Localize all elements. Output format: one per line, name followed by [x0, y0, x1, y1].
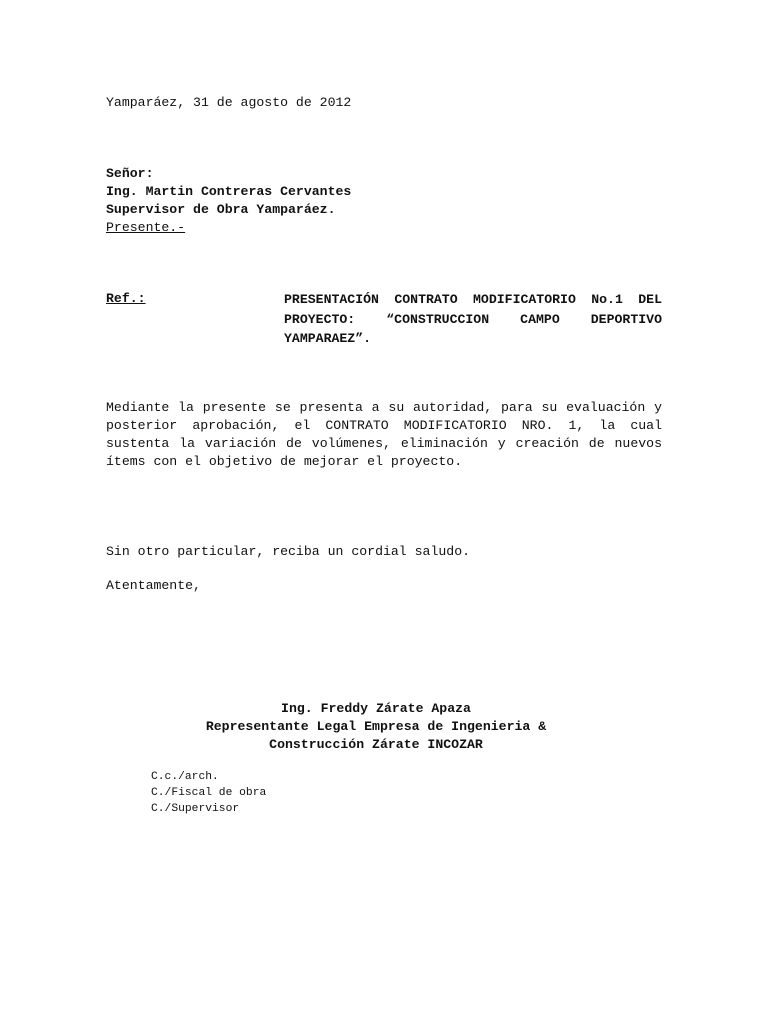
recipient-block [106, 165, 351, 237]
signature-name: Ing. Freddy Zárate Apaza [281, 701, 471, 716]
recipient-position: Supervisor de Obra Yamparáez. [106, 202, 336, 217]
letter-date: Yamparáez, 31 de agosto de 2012 [106, 95, 352, 110]
copy-item: C./Fiscal de obra [151, 787, 267, 799]
signature-title-line2: Construcción Zárate INCOZAR [269, 737, 483, 752]
copies-list [151, 769, 266, 817]
recipient-salutation: Señor: [106, 166, 154, 181]
closing-line: Sin otro particular, reciba un cordial saludo. [106, 544, 471, 559]
body-paragraph: Mediante la presente se presenta a su autoridad, para su evaluación y posterior aprobación, el CONTRATO MODIFICATORIO NRO. 1, la cual sustenta la variación de volúmenes, eliminación y creación de nuevos ítems con el objetivo de mejorar el proyecto. [106, 400, 662, 469]
signature-block [106, 700, 646, 754]
reference-text: PRESENTACIÓN CONTRATO MODIFICATORIO No.1 DEL PROYECTO: “CONSTRUCCION CAMPO DEPORTIVO YAMPARAEZ”. [284, 292, 662, 346]
signature-title-line1: Representante Legal Empresa de Ingenieria & [205, 719, 547, 734]
copy-item: C.c./arch. [151, 771, 219, 783]
recipient-name: Ing. Martin Contreras Cervantes [106, 184, 352, 199]
reference-label: Ref.: [106, 291, 146, 306]
copy-item: C./Supervisor [151, 803, 240, 815]
recipient-presente: Presente.- [106, 220, 186, 235]
sign-off: Atentamente, [106, 578, 201, 593]
